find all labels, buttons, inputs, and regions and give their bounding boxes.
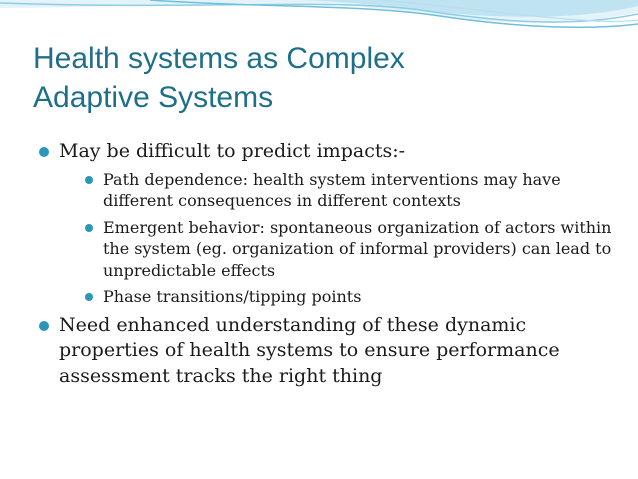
- bullet-list: [38, 139, 618, 389]
- bullet-dot-icon: [39, 147, 49, 157]
- bullet-item: [38, 139, 618, 308]
- slide-content: [38, 139, 618, 391]
- sub-bullet-item: [84, 217, 618, 282]
- bullet-text: May be difficult to predict impacts:-: [59, 140, 406, 162]
- sub-bullet-item: [84, 286, 618, 308]
- header-wave-decoration: [0, 0, 638, 42]
- sub-bullet-list: [84, 169, 618, 308]
- sub-bullet-item: [84, 169, 618, 212]
- bullet-item: [38, 313, 618, 390]
- bullet-dot-icon: [85, 224, 93, 232]
- bullet-dot-icon: [85, 176, 93, 184]
- slide-title: [33, 39, 623, 117]
- sub-bullet-text: Phase transitions/tipping points: [103, 287, 362, 306]
- sub-bullet-text: Path dependence: health system interventions may have different consequences in different contexts: [103, 169, 561, 210]
- bullet-dot-icon: [39, 321, 49, 331]
- sub-bullet-text: Emergent behavior: spontaneous organization of actors within the system (eg. organization of informal providers) can lead to unpredictable effects: [103, 217, 612, 280]
- title-line-1: Health systems as Complex: [33, 42, 405, 75]
- bullet-text: Need enhanced understanding of these dynamic properties of health systems to ensure performance assessment tracks the right thing: [59, 313, 560, 387]
- title-line-2: Adaptive Systems: [33, 81, 274, 114]
- bullet-dot-icon: [85, 293, 93, 301]
